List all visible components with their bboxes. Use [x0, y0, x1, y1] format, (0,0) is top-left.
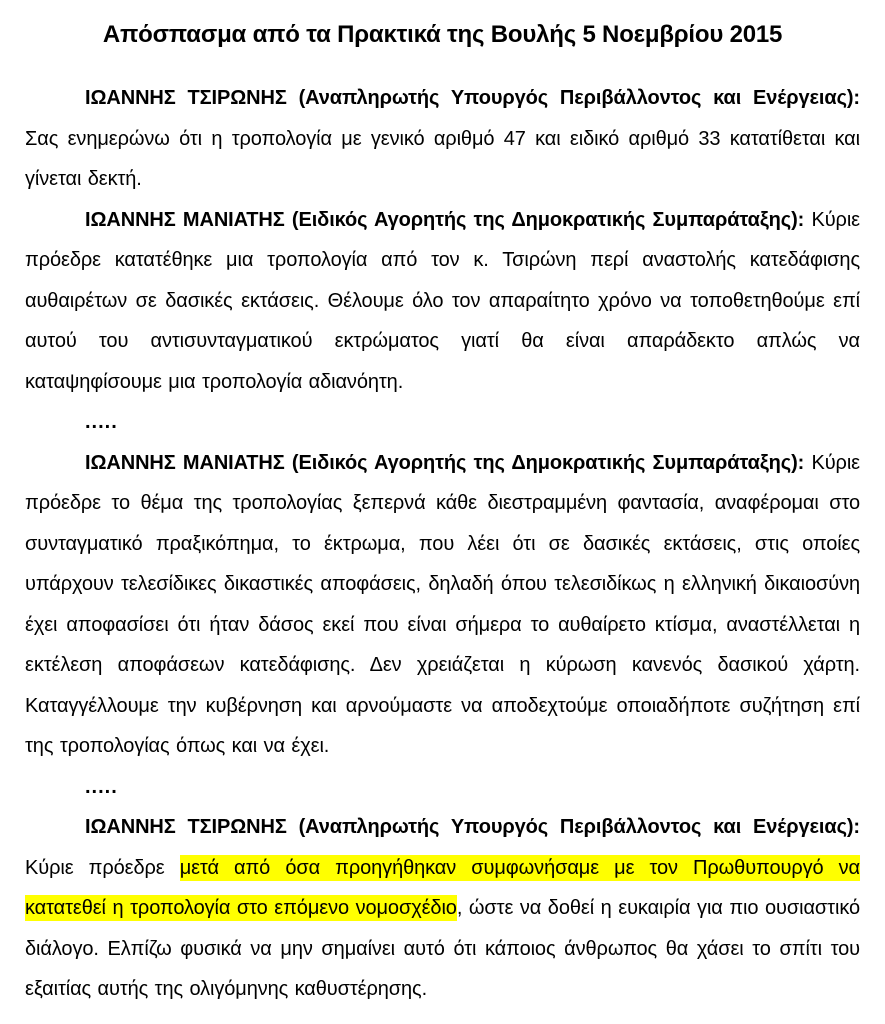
speech-text: , ώστε να δοθεί η ευκαιρία για πιο ουσιαστικό διάλογο. Ελπίζω φυσικά να μην σημαίνει αυτό ότι κάποιος άνθρωπος θα χάσει το σπίτι του εξαιτίας αυτής της ολιγόμηνης καθυστέρησης. — [25, 897, 860, 1000]
document-title: Απόσπασμα από τα Πρακτικά της Βουλής 5 Νοεμβρίου 2015 — [102, 21, 783, 48]
speech-text: Κύριε πρόεδρε το θέμα της τροπολογίας ξεπερνά κάθε διεστραμμένη φαντασία, αναφέρομαι στο συνταγματικό πραξικόπημα, το έκτρωμα, που λέει ότι σε δασικές εκτάσεις, στις οποίες υπάρχουν τελεσίδικες δικαστικές αποφάσεις, δηλαδή όπου τελεσιδίκως η ελληνική δικαιοσύνη έχει αποφασίσει ότι ήταν δάσος εκεί που είναι σήμερα το αυθαίρετο κτίσμα, αναστέλλεται η εκτέλεση αποφάσεων κατεδάφισης. Δεν χρειάζεται η κύρωση κανενός δασικού χάρτη. Καταγγέλλουμε την κυβέρνηση και αρνούμαστε να αποδεχτούμε οποιαδήποτε συζήτηση επί της τροπολογίας όπως και να έχει. — [25, 451, 860, 757]
speech-text: Κύριε πρόεδρε κατατέθηκε μια τροπολογία από τον κ. Τσιρώνη περί αναστολής κατεδάφισης αυθαιρέτων σε δασικές εκτάσεις. Θέλουμε όλο τον απαραίτητο χρόνο να τοποθετηθούμε επί αυτού του αντισυνταγματικού εκτρώματος γιατί θα είναι απαράδεκτο απλώς να καταψηφίσουμε μια τροπολογία αδιανόητη. — [25, 208, 860, 393]
speaker-name: ΙΩΑΝΝΗΣ ΤΣΙΡΩΝΗΣ (Αναπληρωτής Υπουργός Περιβάλλοντος και Ενέργειας): — [85, 816, 860, 838]
ellipsis-separator: ..... — [85, 775, 118, 798]
speaker-name: ΙΩΑΝΝΗΣ ΜΑΝΙΑΤΗΣ (Ειδικός Αγορητής της Δημοκρατικής Συμπαράταξης): — [85, 451, 805, 474]
speaker-name: ΙΩΑΝΝΗΣ ΤΣΙΡΩΝΗΣ (Αναπληρωτής Υπουργός Περιβάλλοντος και Ενέργειας): — [85, 87, 860, 109]
speech-text: Κύριε πρόεδρε — [25, 856, 180, 879]
speech-paragraph — [25, 807, 860, 1010]
speech-paragraph — [25, 78, 860, 200]
speech-text: Σας ενημερώνω ότι η τροπολογία με γενικό αριθμό 47 και ειδικό αριθμό 33 κατατίθεται και γίνεται δεκτή. — [25, 127, 860, 190]
highlighted-text: μετά από όσα προηγήθηκαν συμφωνήσαμε με τον Πρωθυπουργό να κατατεθεί η τροπολογία στο επόμενο νομοσχέδιο — [25, 856, 860, 919]
speech-paragraph — [25, 443, 860, 767]
speaker-name: ΙΩΑΝΝΗΣ ΜΑΝΙΑΤΗΣ (Ειδικός Αγορητής της Δημοκρατικής Συμπαράταξης): — [85, 208, 805, 231]
speech-paragraph — [25, 200, 860, 403]
ellipsis-separator: ..... — [85, 411, 118, 433]
